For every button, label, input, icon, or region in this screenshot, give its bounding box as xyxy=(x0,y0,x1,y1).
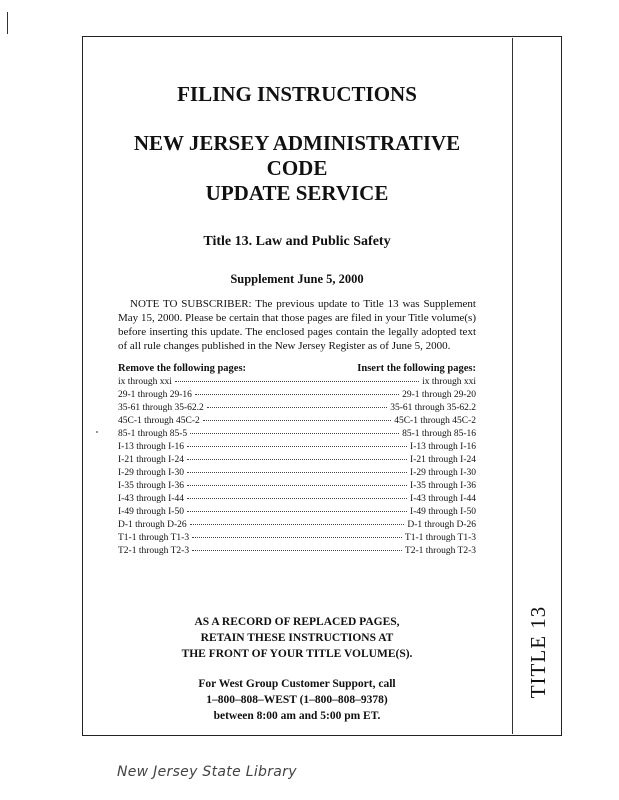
title-line: Title 13. Law and Public Safety xyxy=(203,234,391,249)
remove-pages: T2-1 through T2-3 xyxy=(118,546,190,556)
retain-notice xyxy=(118,614,476,662)
dot-leader xyxy=(207,407,387,408)
remove-pages: D-1 through D-26 xyxy=(118,520,187,530)
table-row xyxy=(118,467,476,480)
support-line2: 1–800–808–WEST (1–800–808–9378) xyxy=(206,694,388,706)
insert-pages: I-35 through I-36 xyxy=(410,481,476,491)
remove-pages: 29-1 through 29-16 xyxy=(118,390,192,400)
support-line3: between 8:00 am and 5:00 pm ET. xyxy=(213,710,381,722)
remove-pages: I-43 through I-44 xyxy=(118,494,184,504)
support-line1: For West Group Customer Support, call xyxy=(198,678,396,690)
remove-pages: 35-61 through 35-62.2 xyxy=(118,403,204,413)
insert-pages: D-1 through D-26 xyxy=(407,520,476,530)
instructions-content xyxy=(118,60,476,724)
remove-pages: I-49 through I-50 xyxy=(118,507,184,517)
insert-pages: I-43 through I-44 xyxy=(410,494,476,504)
insert-pages: 85-1 through 85-16 xyxy=(402,429,476,439)
insert-pages: I-29 through I-30 xyxy=(410,468,476,478)
table-row xyxy=(118,545,476,558)
table-row xyxy=(118,441,476,454)
library-stamp: New Jersey State Library xyxy=(117,764,297,780)
insert-pages: I-49 through I-50 xyxy=(410,507,476,517)
code-title-line2: UPDATE SERVICE xyxy=(205,181,389,205)
table-row xyxy=(118,506,476,519)
code-title xyxy=(118,131,476,206)
table-row xyxy=(118,402,476,415)
dot-leader xyxy=(192,550,402,551)
insert-pages: T2-1 through T2-3 xyxy=(404,546,476,556)
subscriber-note: NOTE TO SUBSCRIBER: The previous update to Title 13 was Supplement May 15, 2000. Please be certain that those pages are filed in your Title volume(s) before inserting this update. The enclosed pages contain the legally adopted text of all rule changes published in the New Jersey Register as of June 5, 2000. xyxy=(118,298,476,352)
retain-line2: RETAIN THESE INSTRUCTIONS AT xyxy=(200,632,394,644)
dot-leader xyxy=(187,459,407,460)
dot-leader xyxy=(190,524,405,525)
supplement-line: Supplement June 5, 2000 xyxy=(230,272,364,286)
table-row xyxy=(118,389,476,402)
remove-pages: ix through xxi xyxy=(118,377,172,387)
dot-leader xyxy=(187,498,407,499)
remove-column-header: Remove the following pages: xyxy=(118,363,247,374)
remove-pages: T1-1 through T1-3 xyxy=(118,533,190,543)
insert-pages: I-21 through I-24 xyxy=(410,455,476,465)
dot-leader xyxy=(187,485,407,486)
table-header xyxy=(118,363,476,374)
table-row xyxy=(118,493,476,506)
insert-pages: T1-1 through T1-3 xyxy=(404,533,476,543)
filing-title: FILING INSTRUCTIONS xyxy=(177,82,417,106)
scan-edge-mark xyxy=(7,12,8,34)
page-list xyxy=(118,376,476,558)
table-row xyxy=(118,428,476,441)
table-row xyxy=(118,415,476,428)
remove-pages: I-29 through I-30 xyxy=(118,468,184,478)
retain-line3: THE FRONT OF YOUR TITLE VOLUME(S). xyxy=(181,648,413,660)
table-row xyxy=(118,532,476,545)
dot-leader xyxy=(175,381,419,382)
table-row xyxy=(118,454,476,467)
insert-pages: I-13 through I-16 xyxy=(410,442,476,452)
dot-leader xyxy=(187,446,407,447)
tab-divider-line xyxy=(512,38,513,734)
dot-leader xyxy=(190,433,399,434)
dot-leader xyxy=(192,537,402,538)
code-title-line1: NEW JERSEY ADMINISTRATIVE CODE xyxy=(133,131,461,180)
support-notice xyxy=(118,676,476,724)
retain-line1: AS A RECORD OF REPLACED PAGES, xyxy=(194,616,400,628)
insert-column-header: Insert the following pages: xyxy=(357,363,476,374)
insert-pages: 45C-1 through 45C-2 xyxy=(394,416,476,426)
dot-leader xyxy=(195,394,399,395)
dot-leader xyxy=(203,420,391,421)
insert-pages: 35-61 through 35-62.2 xyxy=(390,403,476,413)
remove-pages: I-13 through I-16 xyxy=(118,442,184,452)
insert-pages: 29-1 through 29-20 xyxy=(402,390,476,400)
remove-pages: I-35 through I-36 xyxy=(118,481,184,491)
dot-leader xyxy=(187,472,407,473)
remove-pages: 45C-1 through 45C-2 xyxy=(118,416,200,426)
scan-speck xyxy=(96,431,98,433)
table-row xyxy=(118,519,476,532)
table-row xyxy=(118,480,476,493)
side-tab-label: TITLE 13 xyxy=(526,605,550,699)
remove-pages: 85-1 through 85-5 xyxy=(118,429,188,439)
table-row xyxy=(118,376,476,389)
remove-pages: I-21 through I-24 xyxy=(118,455,184,465)
insert-pages: ix through xxi xyxy=(422,377,476,387)
dot-leader xyxy=(187,511,407,512)
